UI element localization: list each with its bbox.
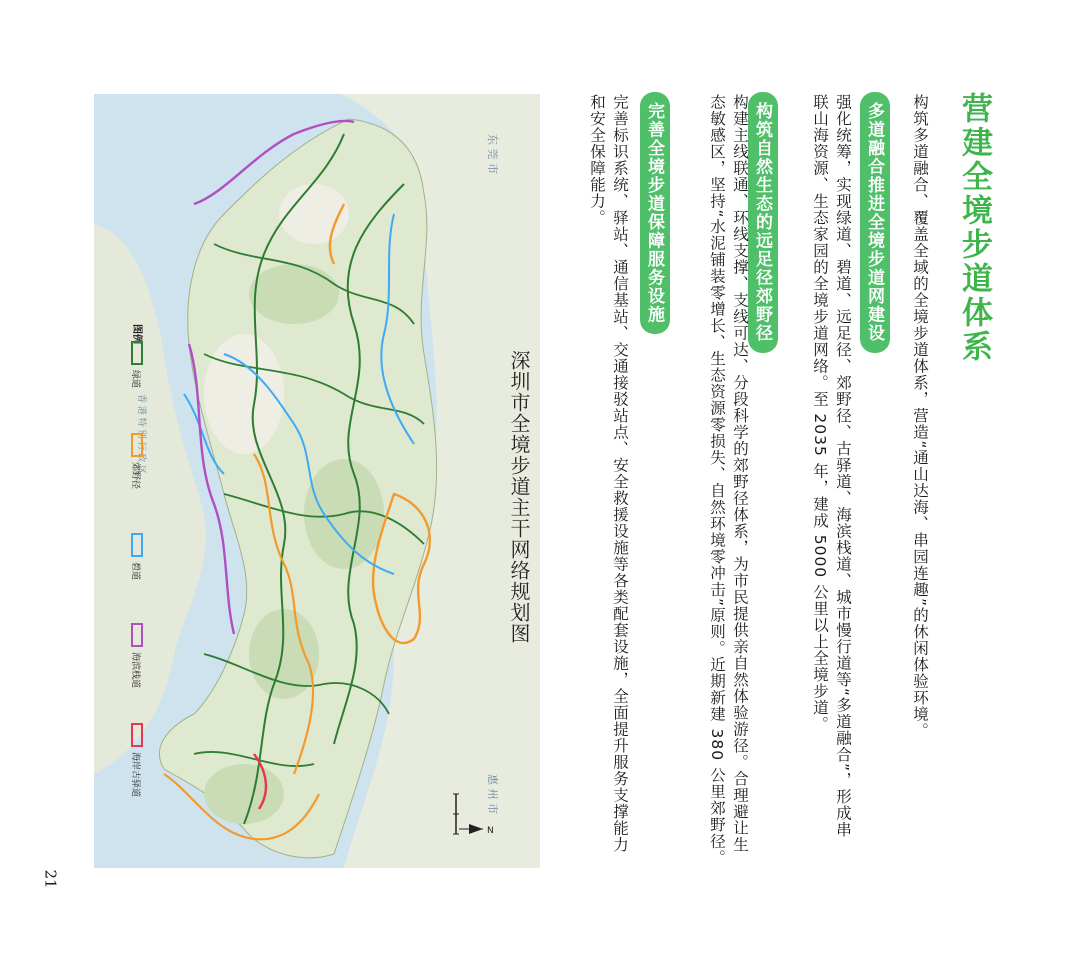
section-heading-service-facilities: 完善全境步道保障服务设施 bbox=[640, 92, 670, 334]
legend-label: 碧道 bbox=[130, 562, 140, 581]
map-title: 深圳市全境步道主干网络规划图 bbox=[507, 350, 531, 644]
legend-label: 郊野径 bbox=[130, 462, 140, 490]
section-heading-multi-trail: 多道融合推进全境步道网建设 bbox=[860, 92, 890, 353]
intro-paragraph: 构筑多道融合、覆盖全域的全境步道体系，营造“通山达海、串园连趣”的休闲体验环境。 bbox=[911, 94, 929, 740]
forest-patch bbox=[204, 764, 284, 824]
legend-label: 海岸古驿道 bbox=[130, 752, 140, 798]
north-arrow-label: N bbox=[487, 826, 494, 836]
body-line: 态敏感区，坚持“水泥铺装零增长、生态资源零损失、自然环境零冲击”原则。近期新建 380 公里郊野径。 bbox=[708, 94, 726, 866]
section-heading-country-trail: 构筑自然生态的远足径郊野径 bbox=[748, 92, 778, 353]
body-line: 联山海资源、生态家园的全境步道网络。至 2035 年，建成 5000 公里以上全境步道。 bbox=[811, 94, 829, 733]
section-body-service-facilities bbox=[585, 94, 631, 853]
body-line: 构建主线联通、环线支撑、支线可达、分段科学的郊野径体系，为市民提供亲自然体验游径。合理避让生 bbox=[731, 94, 749, 853]
legend-label: 绿道 bbox=[130, 370, 140, 389]
body-line: 完善标识系统、驿站、通信基站、交通接驳站点、安全救援设施等各类配套设施，全面提升服务支撑能力 bbox=[611, 94, 629, 853]
page-number: 21 bbox=[41, 869, 60, 889]
section-body-multi-trail bbox=[808, 94, 854, 838]
page-title: 营建全境步道体系 bbox=[956, 92, 992, 364]
map-label-hongkong: 香 港 特 别 行 政 区 bbox=[136, 394, 146, 475]
legend-title: 图例 bbox=[131, 324, 142, 344]
forest-patch bbox=[249, 264, 339, 324]
body-line: 强化统筹，实现绿道、碧道、远足径、郊野径、古驿道、海滨栈道、城市慢行道等“多道融合”，形成串 bbox=[834, 94, 852, 839]
legend-label: 海滨栈道 bbox=[130, 652, 140, 689]
trail-network-map bbox=[94, 94, 540, 868]
section-body-country-trail bbox=[705, 94, 751, 866]
body-line: 和安全保障能力。 bbox=[588, 94, 606, 226]
map-label-huizhou: 惠 州 市 bbox=[486, 774, 499, 814]
map-label-dongguan: 东 莞 市 bbox=[486, 134, 499, 174]
